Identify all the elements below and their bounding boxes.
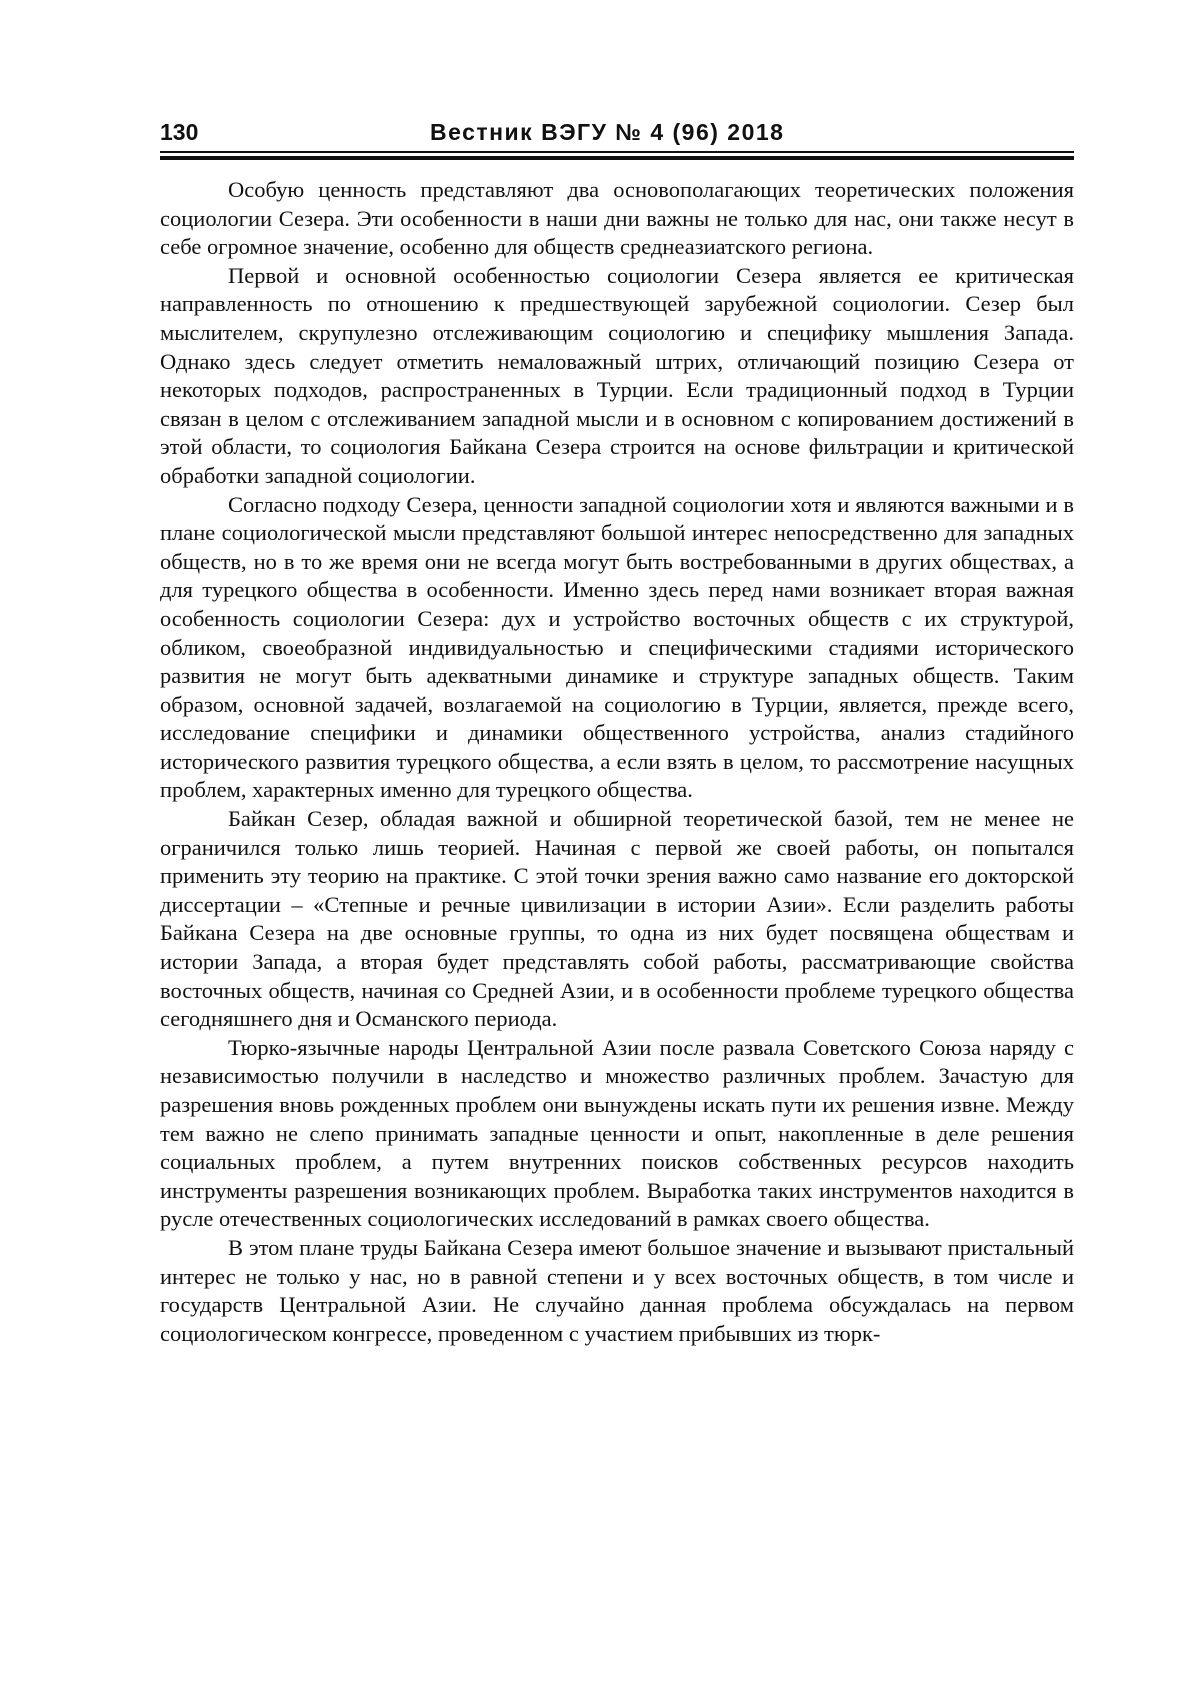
running-header bbox=[160, 117, 1074, 147]
paragraph: Первой и основной особенностью социологии Сезера является ее критическая направленность по отношению к предшествующей зарубежной социологии. Сезер был мыслителем, скрупулезно отслеживающим социологию и специфику мышления Запада. Однако здесь следует отметить немаловажный штрих, отличающий позицию Сезера от некоторых подходов, распространенных в Турции. Если традиционный подход в Турции связан в целом с отслеживанием западной мысли и в основном с копированием достижений в этой области, то социология Байкана Сезера строится на основе фильтрации и критической обработки западной социологии. bbox=[160, 262, 1074, 488]
header-rule-thin bbox=[160, 151, 1074, 153]
paragraph: Тюрко-язычные народы Центральной Азии после развала Советского Союза наряду с независимостью получили в наследство и множество различных проблем. Зачастую для разрешения вновь рожденных проблем они вынуждены искать пути их решения извне. Между тем важно не слепо принимать западные ценности и опыт, накопленные в деле решения социальных проблем, а путем внутренних поисков собственных ресурсов находить инструменты разрешения возникающих проблем. Выработка таких инструментов находится в русле отечественных социологических исследований в рамках своего общества. bbox=[160, 1034, 1074, 1232]
page-number: 130 bbox=[160, 119, 199, 145]
paragraph: В этом плане труды Байкана Сезера имеют большое значение и вызывают пристальный интерес не только у нас, но в равной степени и у всех восточных обществ, в том числе и государств Центральной Азии. Не случайно данная проблема обсуждалась на первом социологическом конгрессе, проведенном с участием прибывших из тюрк- bbox=[160, 1234, 1074, 1346]
paragraph: Особую ценность представляют два основополагающих теоретических положения социологии Сезера. Эти особенности в наши дни важны не только для нас, они также несут в себе огромное значение, особенно для обществ среднеазиатского региона. bbox=[160, 177, 1074, 260]
article-body bbox=[160, 176, 1074, 1348]
paragraph: Байкан Сезер, обладая важной и обширной теоретической базой, тем не менее не ограничился только лишь теорией. Начиная с первой же своей работы, он попытался применить эту теорию на практике. С этой точки зрения важно само название его докторской диссертации – «Степные и речные цивилизации в истории Азии». Если разделить работы Байкана Сезера на две основные группы, то одна из них будет посвящена обществам и истории Запада, а вторая будет представлять собой работы, рассматривающие свойства восточных обществ, начиная со Средней Азии, и в особенности проблеме турецкого общества сегодняшнего дня и Османского периода. bbox=[160, 806, 1074, 1032]
paragraph: Согласно подходу Сезера, ценности западной социологии хотя и являются важными и в плане социологической мысли представляют большой интерес непосредственно для западных обществ, но в то же время они не всегда могут быть востребованными в других обществах, а для турецкого общества в особенности. Именно здесь перед нами возникает вторая важная особенность социологии Сезера: дух и устройство восточных обществ с их структурой, обликом, своеобразной индивидуальностью и специфическими стадиями исторического развития не могут быть адекватными динамике и структуре западных обществ. Таким образом, основной задачей, возлагаемой на социологию в Турции, является, прежде всего, исследование специфики и динамики общественного устройства, анализ стадийного исторического развития турецкого общества, а если взять в целом, то рассмотрение насущных проблем, характерных именно для турецкого общества. bbox=[160, 491, 1074, 803]
journal-title: Вестник ВЭГУ № 4 (96) 2018 bbox=[430, 119, 785, 145]
header-rule-thick bbox=[160, 156, 1074, 160]
